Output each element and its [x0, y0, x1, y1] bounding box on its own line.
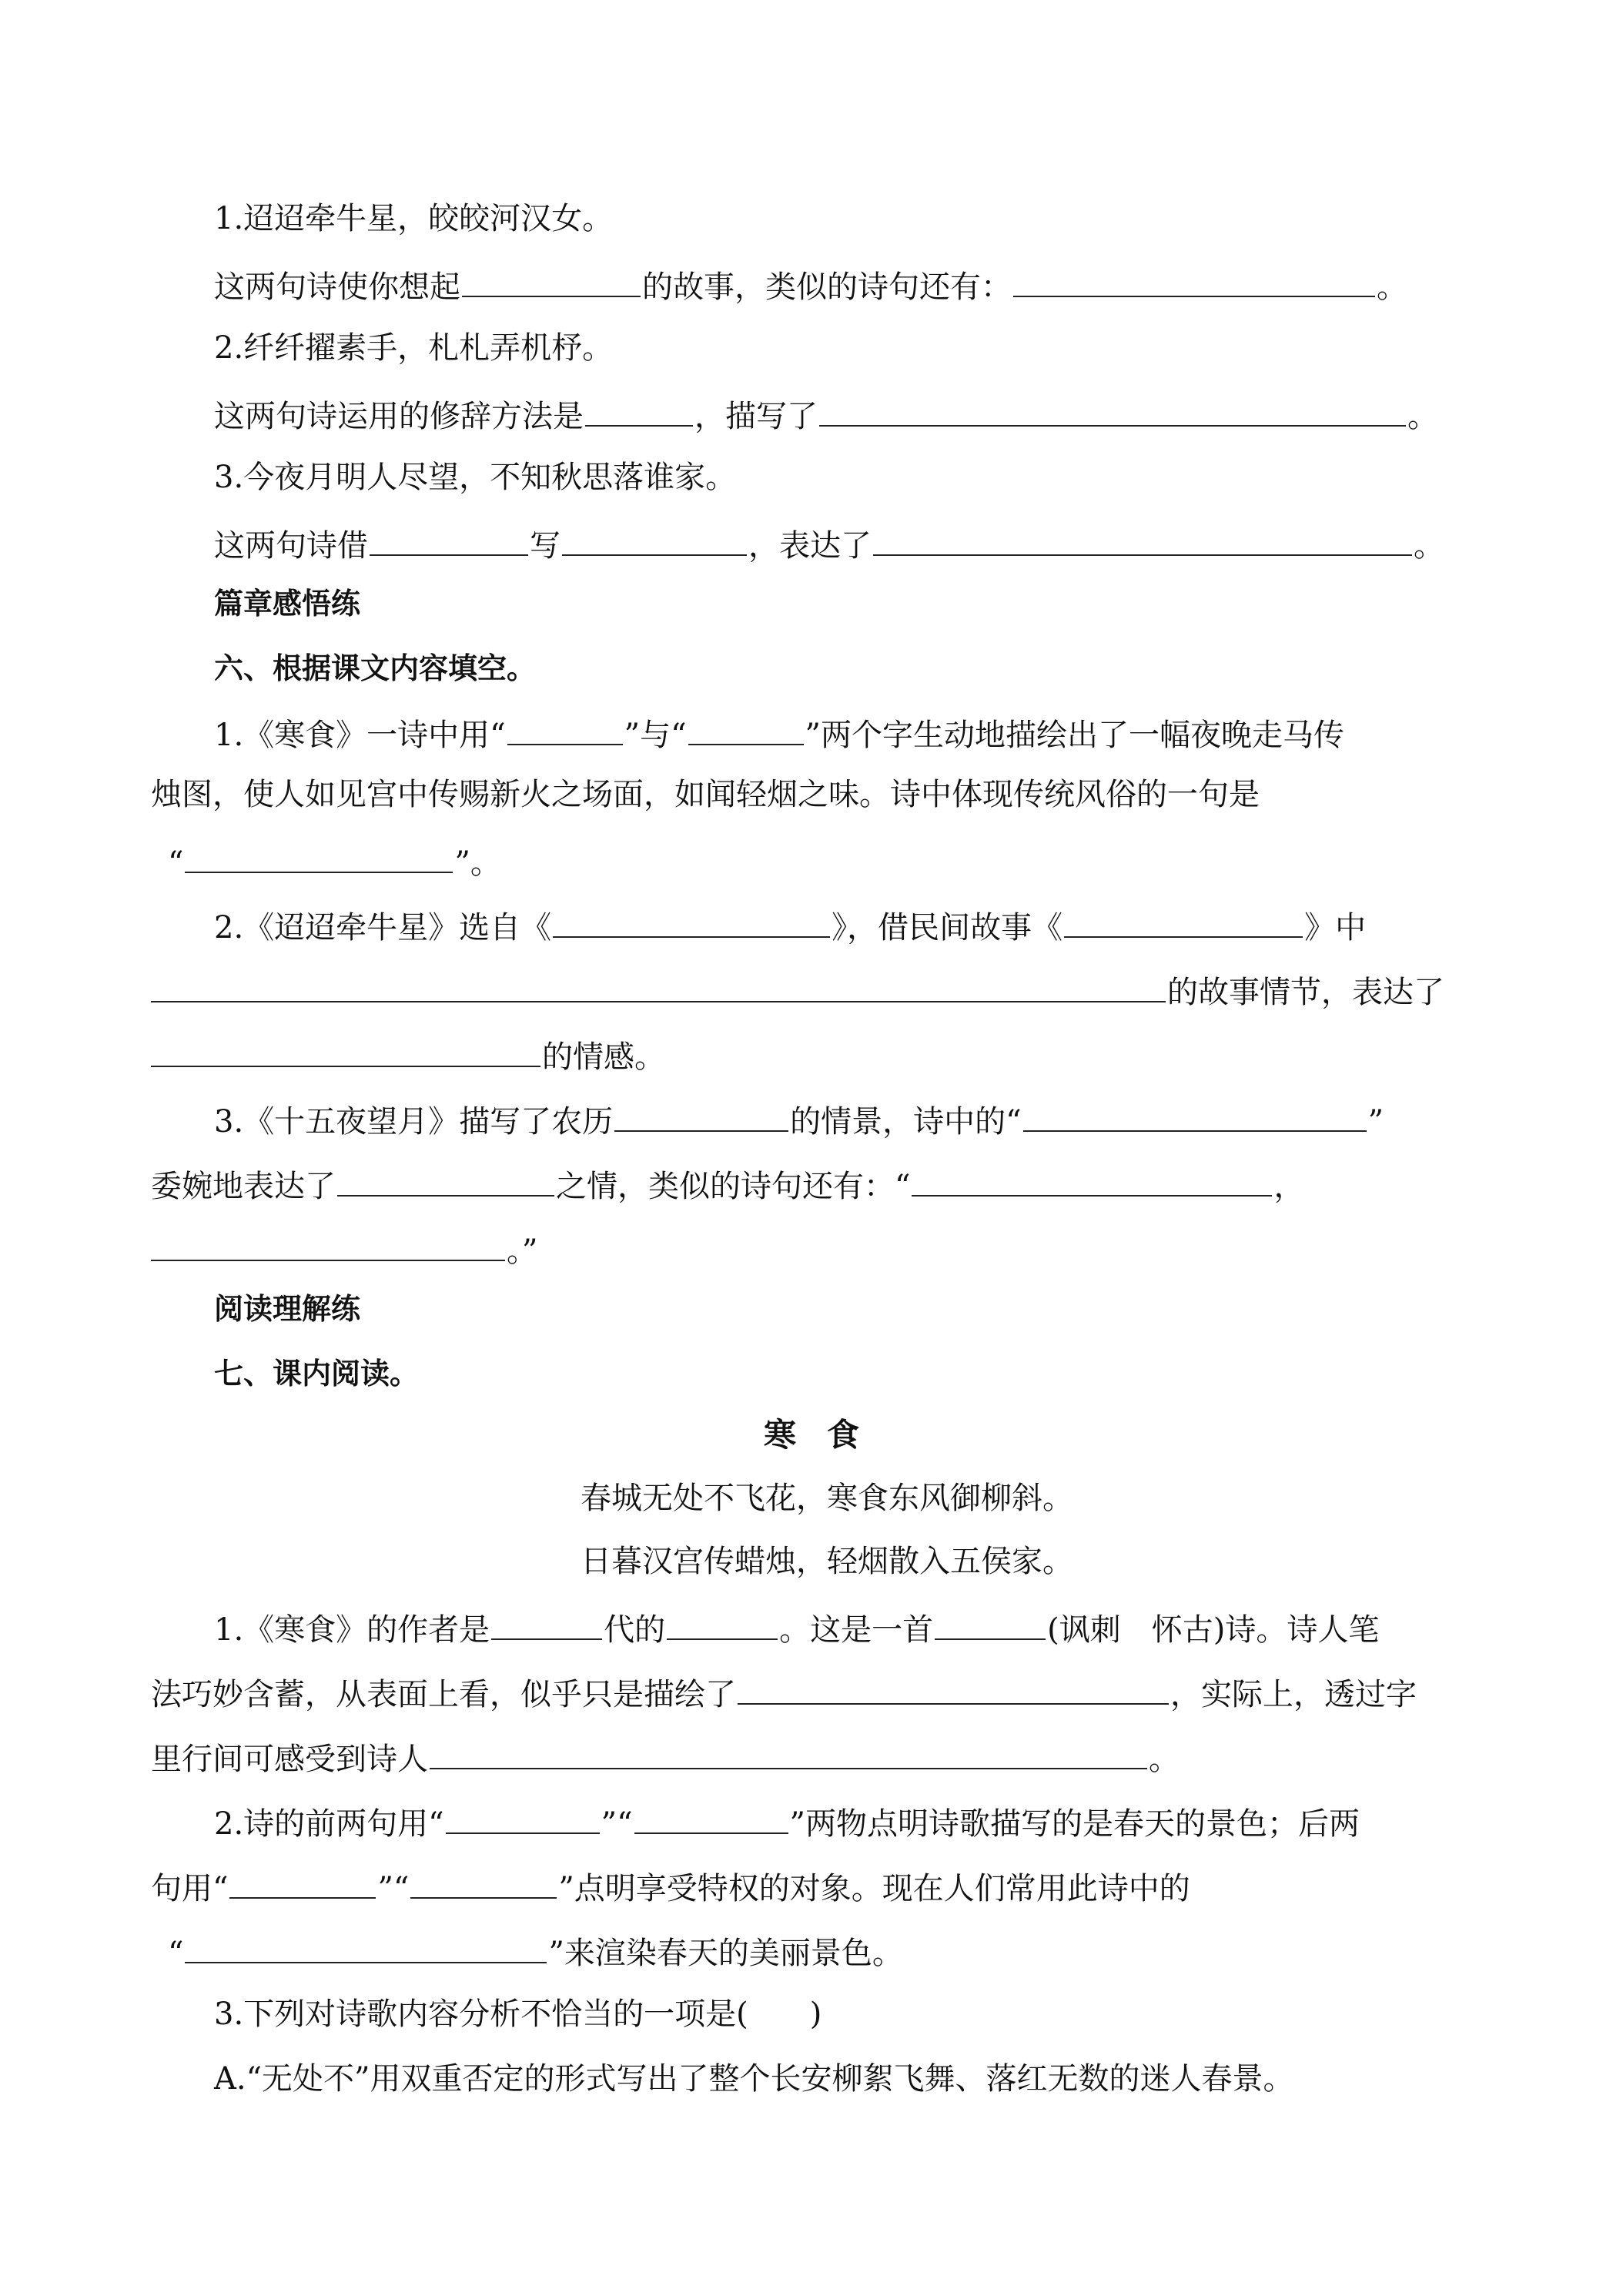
section-heading-reading: 阅读理解练: [214, 1292, 361, 1326]
answer-blank[interactable]: [873, 520, 1412, 556]
answer-blank[interactable]: [151, 967, 1166, 1002]
answer-blank[interactable]: [553, 902, 830, 938]
question-5-1: 这两句诗使你想起 的故事，类似的诗句还有： 。: [214, 262, 1407, 309]
question-6-2-line2: 的故事情节，表达了: [151, 967, 1444, 1014]
answer-blank[interactable]: [1023, 1096, 1367, 1132]
question-6-2: 2.《迢迢牵牛星》选自《 》，借民间故事《 》中: [214, 902, 1366, 949]
section-7-title: 七、课内阅读。: [214, 1357, 420, 1391]
answer-blank[interactable]: [337, 1161, 554, 1197]
poem-line-q2: 2.纤纤擢素手，札札弄机杼。: [214, 330, 614, 366]
question-6-3: 3.《十五夜望月》描写了农历 的情景，诗中的“ ”: [214, 1096, 1384, 1143]
poem-line-q1: 1.迢迢牵牛星，皎皎河汉女。: [214, 201, 614, 236]
question-6-3-line2: 委婉地表达了 之情，类似的诗句还有：“ ，: [151, 1161, 1304, 1208]
answer-blank[interactable]: [585, 391, 693, 427]
question-7-1-line2: 法巧妙含蓄，从表面上看，似乎只是描绘了 ，实际上，透过字: [151, 1669, 1417, 1716]
answer-blank[interactable]: [229, 1863, 376, 1899]
answer-blank[interactable]: [462, 262, 641, 297]
answer-blank[interactable]: [819, 391, 1406, 427]
answer-blank[interactable]: [912, 1161, 1272, 1197]
poem-line-q3: 3.今夜月明人尽望，不知秋思落谁家。: [214, 460, 737, 495]
question-6-1-line3: “ ”。: [168, 838, 501, 885]
answer-blank[interactable]: [1064, 902, 1303, 938]
answer-blank[interactable]: [738, 1669, 1169, 1705]
poem-line-1: 春城无处不飞花，寒食东风御柳斜。: [581, 1481, 1073, 1516]
question-6-2-line3: 的情感。: [151, 1032, 665, 1079]
answer-blank[interactable]: [634, 1799, 788, 1834]
answer-blank[interactable]: [185, 838, 453, 873]
option-a: A.“无处不”用双重否定的形式写出了整个长安柳絮飞舞、落红无数的迷人春景。: [214, 2061, 1294, 2097]
answer-blank[interactable]: [614, 1096, 788, 1132]
answer-blank[interactable]: [430, 1734, 1147, 1769]
answer-blank[interactable]: [370, 520, 528, 556]
poem-title: 寒食: [763, 1416, 890, 1454]
question-7-2-line3: “ ”来渲染春天的美丽景色。: [168, 1928, 903, 1975]
poem-line-2: 日暮汉宫传蜡烛，轻烟散入五侯家。: [581, 1544, 1073, 1579]
answer-blank[interactable]: [446, 1799, 600, 1834]
answer-blank[interactable]: [410, 1863, 557, 1899]
answer-blank[interactable]: [667, 1605, 778, 1640]
answer-blank[interactable]: [688, 710, 804, 745]
question-7-3: 3.下列对诗歌内容分析不恰当的一项是( ): [214, 1996, 822, 2032]
question-7-2: 2.诗的前两句用“ ”“ ”两物点明诗歌描写的是春天的景色；后两: [214, 1799, 1360, 1846]
answer-blank[interactable]: [562, 520, 747, 556]
answer-blank[interactable]: [935, 1605, 1046, 1640]
answer-blank[interactable]: [507, 710, 623, 745]
question-7-1: 1.《寒食》的作者是 代的 。这是一首 (讽刺 怀古)诗。诗人笔: [214, 1605, 1379, 1652]
answer-blank[interactable]: [151, 1226, 505, 1261]
answer-blank[interactable]: [185, 1928, 547, 1963]
question-5-3: 这两句诗借 写 ，表达了 。: [214, 520, 1444, 567]
section-6-title: 六、根据课文内容填空。: [214, 651, 537, 685]
answer-blank[interactable]: [491, 1605, 602, 1640]
question-6-3-line3: 。”: [151, 1226, 537, 1273]
question-7-1-line3: 里行间可感受到诗人 。: [151, 1734, 1180, 1781]
section-heading-passage: 篇章感悟练: [214, 587, 361, 621]
answer-blank[interactable]: [151, 1032, 540, 1067]
question-7-2-line2: 句用“ ”“ ”点明享受特权的对象。现在人们常用此诗中的: [151, 1863, 1190, 1910]
question-6-1-line2: 烛图，使人如见宫中传赐新火之场面，如闻轻烟之味。诗中体现传统风俗的一句是: [151, 777, 1260, 812]
question-5-2: 这两句诗运用的修辞方法是 ，描写了 。: [214, 391, 1438, 438]
answer-blank[interactable]: [1013, 262, 1375, 297]
question-6-1: 1.《寒食》一诗中用“ ”与“ ”两个字生动地描绘出了一幅夜晚走马传: [214, 710, 1344, 757]
